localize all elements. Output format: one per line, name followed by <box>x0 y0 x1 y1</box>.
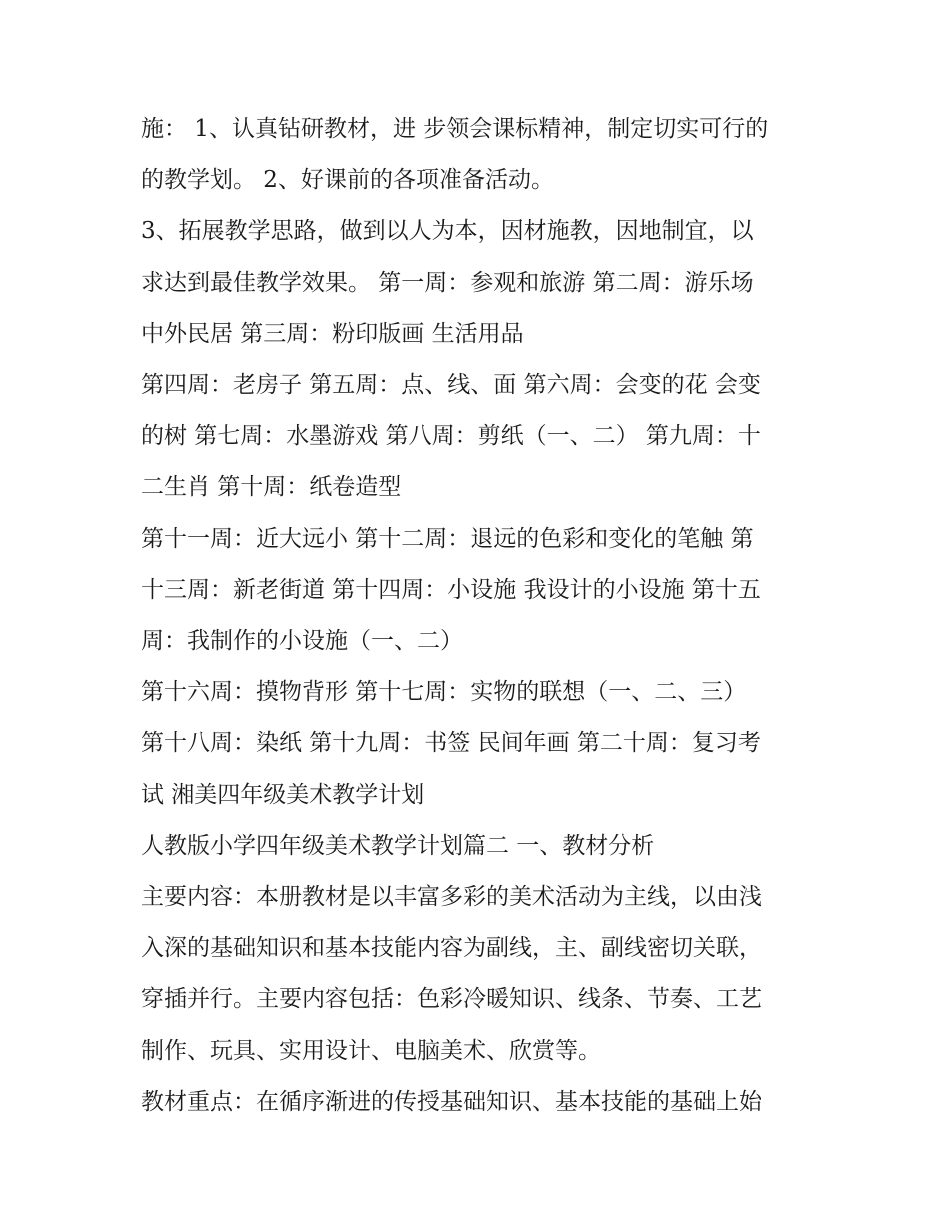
text-line: 周：我制作的小设施（一、二） <box>141 628 463 655</box>
text-line: 制作、玩具、实用设计、电脑美术、欣赏等。 <box>141 1037 601 1064</box>
text-line: 第四周：老房子 第五周：点、线、面 第六周：会变的花 会变 <box>141 372 761 399</box>
text-line: 第十一周：近大远小 第十二周：退远的色彩和变化的笔触 第 <box>141 525 754 552</box>
text-line: 入深的基础知识和基本技能内容为副线，主、副线密切关联， <box>141 935 762 962</box>
text-line: 主要内容：本册教材是以丰富多彩的美术活动为主线，以由浅 <box>141 884 762 911</box>
text-line: 3、拓展教学思路，做到以人为本，因材施教，因地制宜，以 <box>141 218 754 245</box>
text-line: 人教版小学四年级美术教学计划篇二 一、教材分析 <box>141 832 655 859</box>
text-line: 的教学划。 2、好课前的各项准备活动。 <box>141 167 554 194</box>
text-line: 试 湘美四年级美术教学计划 <box>141 781 425 808</box>
text-line: 施： 1、认真钻研教材，进 步领会课标精神，制定切实可行的 <box>141 116 769 142</box>
text-line: 求达到最佳教学效果。 第一周：参观和旅游 第二周：游乐场 <box>141 269 754 296</box>
text-line: 穿插并行。主要内容包括：色彩冷暖知识、线条、节奏、工艺 <box>141 986 762 1013</box>
text-line: 二生肖 第十周：纸卷造型 <box>141 474 402 501</box>
document-body <box>141 104 821 1128</box>
text-line: 的树 第七周：水墨游戏 第八周：剪纸（一、二） 第九周：十 <box>141 423 761 450</box>
text-line: 教材重点：在循序渐进的传授基础知识、基本技能的基础上始 <box>141 1088 762 1115</box>
text-line: 第十六周：摸物背形 第十七周：实物的联想（一、二、三） <box>141 679 747 706</box>
text-line: 中外民居 第三周：粉印版画 生活用品 <box>141 320 524 347</box>
text-line: 十三周：新老街道 第十四周：小设施 我设计的小设施 第十五 <box>141 576 761 603</box>
text-line: 第十八周：染纸 第十九周：书签 民间年画 第二十周：复习考 <box>141 730 761 757</box>
